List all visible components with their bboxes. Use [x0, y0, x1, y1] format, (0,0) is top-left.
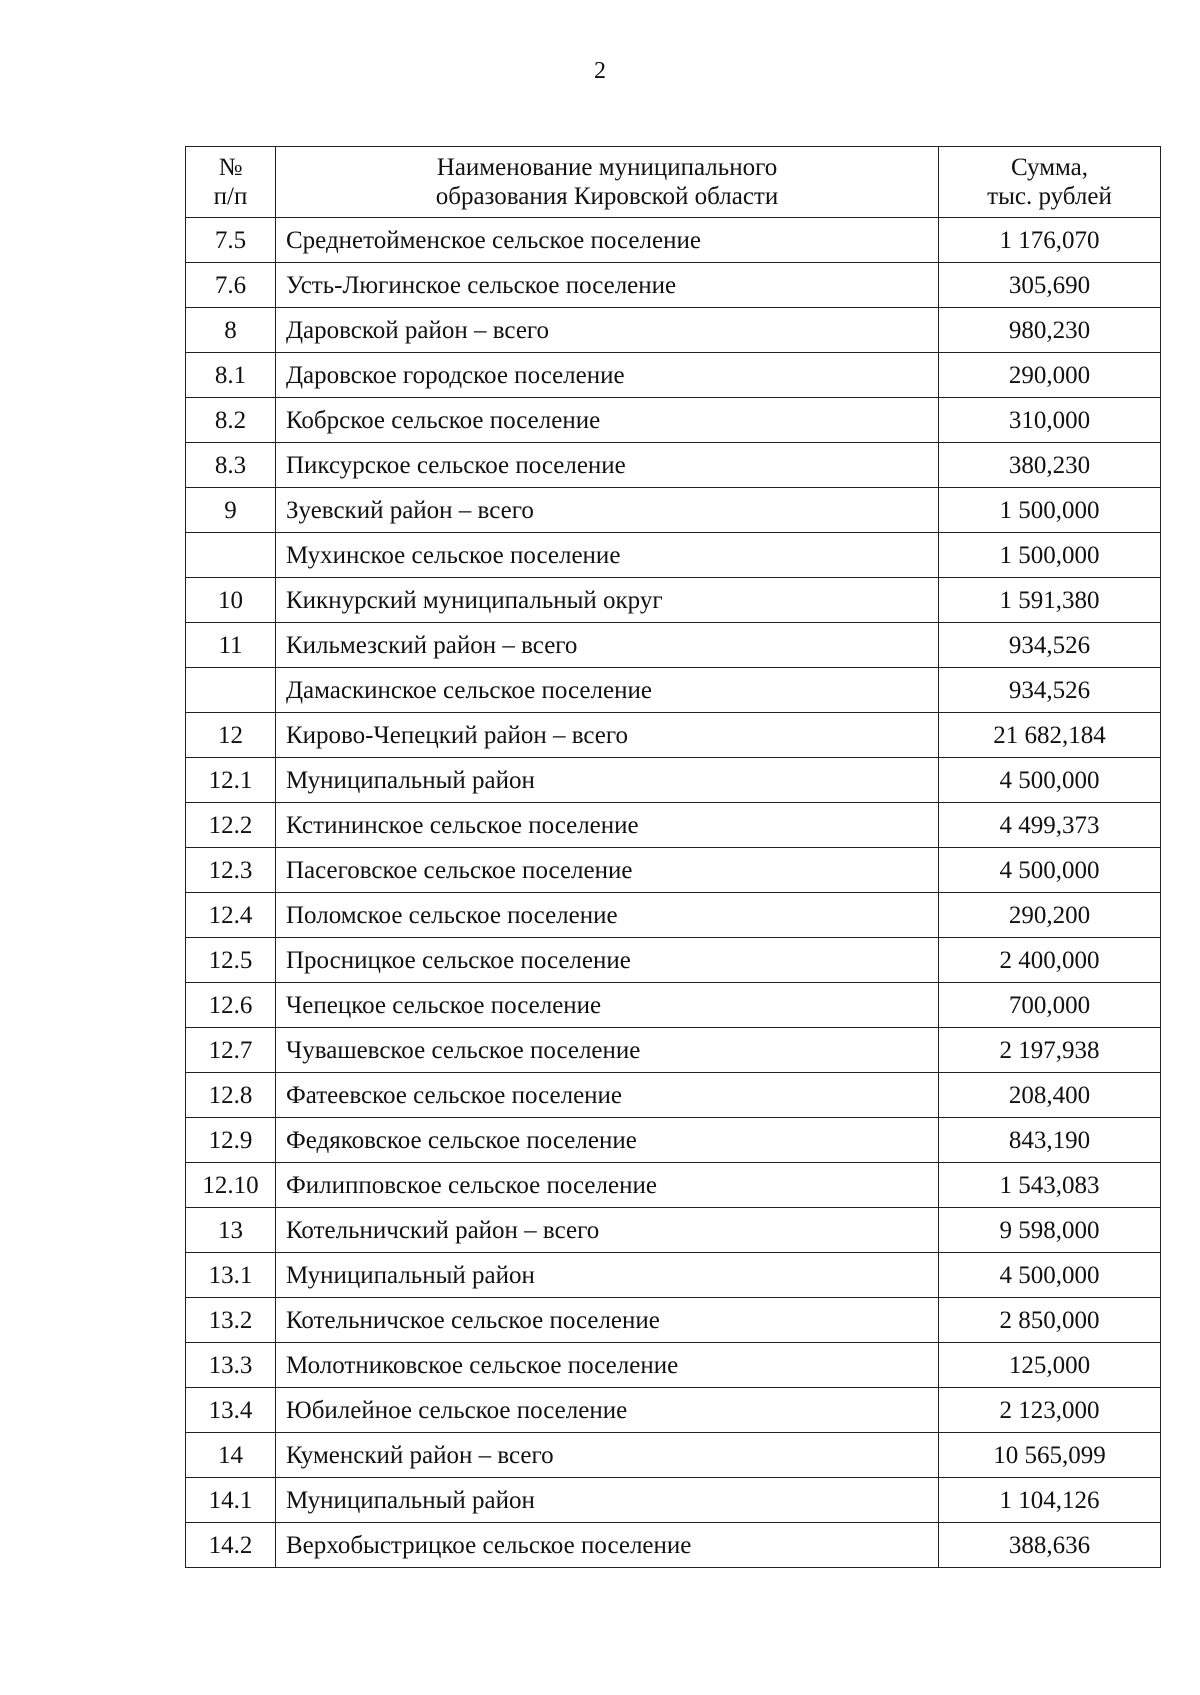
amount: 4 500,000 [939, 758, 1161, 803]
header-sum [939, 147, 1161, 218]
row-number: 8 [186, 308, 276, 353]
row-number: 14.1 [186, 1478, 276, 1523]
table-row [186, 713, 1161, 758]
municipality-name: Даровское городское поселение [276, 353, 939, 398]
amount: 2 123,000 [939, 1388, 1161, 1433]
header-sum-line1: Сумма, [1010, 154, 1089, 181]
municipality-name: Фатеевское сельское поселение [276, 1073, 939, 1118]
row-number: 13.2 [186, 1298, 276, 1343]
table-row [186, 1073, 1161, 1118]
amount: 290,000 [939, 353, 1161, 398]
amount: 2 197,938 [939, 1028, 1161, 1073]
header-sum-line2: тыс. рублей [987, 183, 1112, 210]
table-row [186, 1253, 1161, 1298]
table-row [186, 398, 1161, 443]
amount: 1 500,000 [939, 488, 1161, 533]
amount: 4 499,373 [939, 803, 1161, 848]
table-row [186, 848, 1161, 893]
table-row [186, 218, 1161, 263]
row-number: 12.9 [186, 1118, 276, 1163]
table-row [186, 1343, 1161, 1388]
municipality-name: Федяковское сельское поселение [276, 1118, 939, 1163]
amount: 10 565,099 [939, 1433, 1161, 1478]
amount: 1 500,000 [939, 533, 1161, 578]
header-row [186, 147, 1161, 218]
municipality-name: Котельничский район – всего [276, 1208, 939, 1253]
municipality-name: Кильмезский район – всего [276, 623, 939, 668]
row-number: 7.5 [186, 218, 276, 263]
table-row [186, 533, 1161, 578]
row-number: 12.5 [186, 938, 276, 983]
municipality-name: Кикнурский муниципальный округ [276, 578, 939, 623]
table-header [186, 147, 1161, 218]
municipality-name: Даровской район – всего [276, 308, 939, 353]
table-row [186, 488, 1161, 533]
table-row [186, 443, 1161, 488]
table-row [186, 1163, 1161, 1208]
amount: 305,690 [939, 263, 1161, 308]
page-number: 2 [594, 58, 606, 84]
amount: 21 682,184 [939, 713, 1161, 758]
row-number: 10 [186, 578, 276, 623]
row-number: 13 [186, 1208, 276, 1253]
municipality-name: Пиксурское сельское поселение [276, 443, 939, 488]
table-row [186, 1298, 1161, 1343]
amount: 980,230 [939, 308, 1161, 353]
municipality-name: Пасеговское сельское поселение [276, 848, 939, 893]
amount: 290,200 [939, 893, 1161, 938]
row-number [186, 668, 276, 713]
amount: 208,400 [939, 1073, 1161, 1118]
table-row [186, 983, 1161, 1028]
municipality-name: Молотниковское сельское поселение [276, 1343, 939, 1388]
municipality-name: Просницкое сельское поселение [276, 938, 939, 983]
municipality-name: Муниципальный район [276, 1478, 939, 1523]
amount: 934,526 [939, 623, 1161, 668]
table-row [186, 623, 1161, 668]
row-number: 13.4 [186, 1388, 276, 1433]
municipality-name: Усть-Люгинское сельское поселение [276, 263, 939, 308]
amount: 1 176,070 [939, 218, 1161, 263]
row-number: 13.1 [186, 1253, 276, 1298]
amount: 4 500,000 [939, 1253, 1161, 1298]
municipality-name: Зуевский район – всего [276, 488, 939, 533]
table-body [186, 218, 1161, 1568]
table-row [186, 668, 1161, 713]
row-number: 12.7 [186, 1028, 276, 1073]
header-name-line1: Наименование муниципального [436, 154, 778, 181]
row-number: 7.6 [186, 263, 276, 308]
amount: 700,000 [939, 983, 1161, 1028]
row-number: 12.4 [186, 893, 276, 938]
municipality-name: Чувашевское сельское поселение [276, 1028, 939, 1073]
header-name-line2: образования Кировской области [435, 183, 779, 210]
table-row [186, 803, 1161, 848]
table-row [186, 1523, 1161, 1568]
row-number [186, 533, 276, 578]
header-num [186, 147, 276, 218]
header-num-line1: № [218, 154, 243, 181]
header-name [276, 147, 939, 218]
row-number: 14.2 [186, 1523, 276, 1568]
table-row [186, 308, 1161, 353]
row-number: 12.1 [186, 758, 276, 803]
municipality-name: Чепецкое сельское поселение [276, 983, 939, 1028]
table-row [186, 1388, 1161, 1433]
row-number: 12.6 [186, 983, 276, 1028]
table-row [186, 578, 1161, 623]
municipality-name: Кирово-Чепецкий район – всего [276, 713, 939, 758]
row-number: 12.3 [186, 848, 276, 893]
header-num-line2: п/п [213, 183, 248, 210]
municipality-name: Муниципальный район [276, 1253, 939, 1298]
amount: 1 104,126 [939, 1478, 1161, 1523]
amount: 843,190 [939, 1118, 1161, 1163]
amount: 380,230 [939, 443, 1161, 488]
municipality-name: Юбилейное сельское поселение [276, 1388, 939, 1433]
amount: 388,636 [939, 1523, 1161, 1568]
municipality-name: Дамаскинское сельское поселение [276, 668, 939, 713]
table-row [186, 1208, 1161, 1253]
municipality-name: Куменский район – всего [276, 1433, 939, 1478]
table-row [186, 893, 1161, 938]
municipality-name: Филипповское сельское поселение [276, 1163, 939, 1208]
amount: 2 400,000 [939, 938, 1161, 983]
row-number: 12.2 [186, 803, 276, 848]
row-number: 8.2 [186, 398, 276, 443]
amount: 4 500,000 [939, 848, 1161, 893]
municipality-name: Верхобыстрицкое сельское поселение [276, 1523, 939, 1568]
municipality-name: Муниципальный район [276, 758, 939, 803]
table-row [186, 353, 1161, 398]
row-number: 11 [186, 623, 276, 668]
municipality-name: Поломское сельское поселение [276, 893, 939, 938]
municipality-name: Кстининское сельское поселение [276, 803, 939, 848]
table-row [186, 263, 1161, 308]
table-row [186, 1433, 1161, 1478]
row-number: 8.1 [186, 353, 276, 398]
amount: 125,000 [939, 1343, 1161, 1388]
amount: 2 850,000 [939, 1298, 1161, 1343]
table-row [186, 1118, 1161, 1163]
municipality-name: Кобрское сельское поселение [276, 398, 939, 443]
municipality-name: Мухинское сельское поселение [276, 533, 939, 578]
amount: 310,000 [939, 398, 1161, 443]
amount: 934,526 [939, 668, 1161, 713]
municipality-name: Среднетойменское сельское поселение [276, 218, 939, 263]
budget-table [185, 146, 1161, 1568]
row-number: 12.8 [186, 1073, 276, 1118]
row-number: 13.3 [186, 1343, 276, 1388]
table-row [186, 1478, 1161, 1523]
municipality-name: Котельничское сельское поселение [276, 1298, 939, 1343]
amount: 1 591,380 [939, 578, 1161, 623]
row-number: 9 [186, 488, 276, 533]
amount: 1 543,083 [939, 1163, 1161, 1208]
table-row [186, 938, 1161, 983]
row-number: 12.10 [186, 1163, 276, 1208]
table-row [186, 1028, 1161, 1073]
row-number: 12 [186, 713, 276, 758]
table-row [186, 758, 1161, 803]
row-number: 8.3 [186, 443, 276, 488]
amount: 9 598,000 [939, 1208, 1161, 1253]
row-number: 14 [186, 1433, 276, 1478]
